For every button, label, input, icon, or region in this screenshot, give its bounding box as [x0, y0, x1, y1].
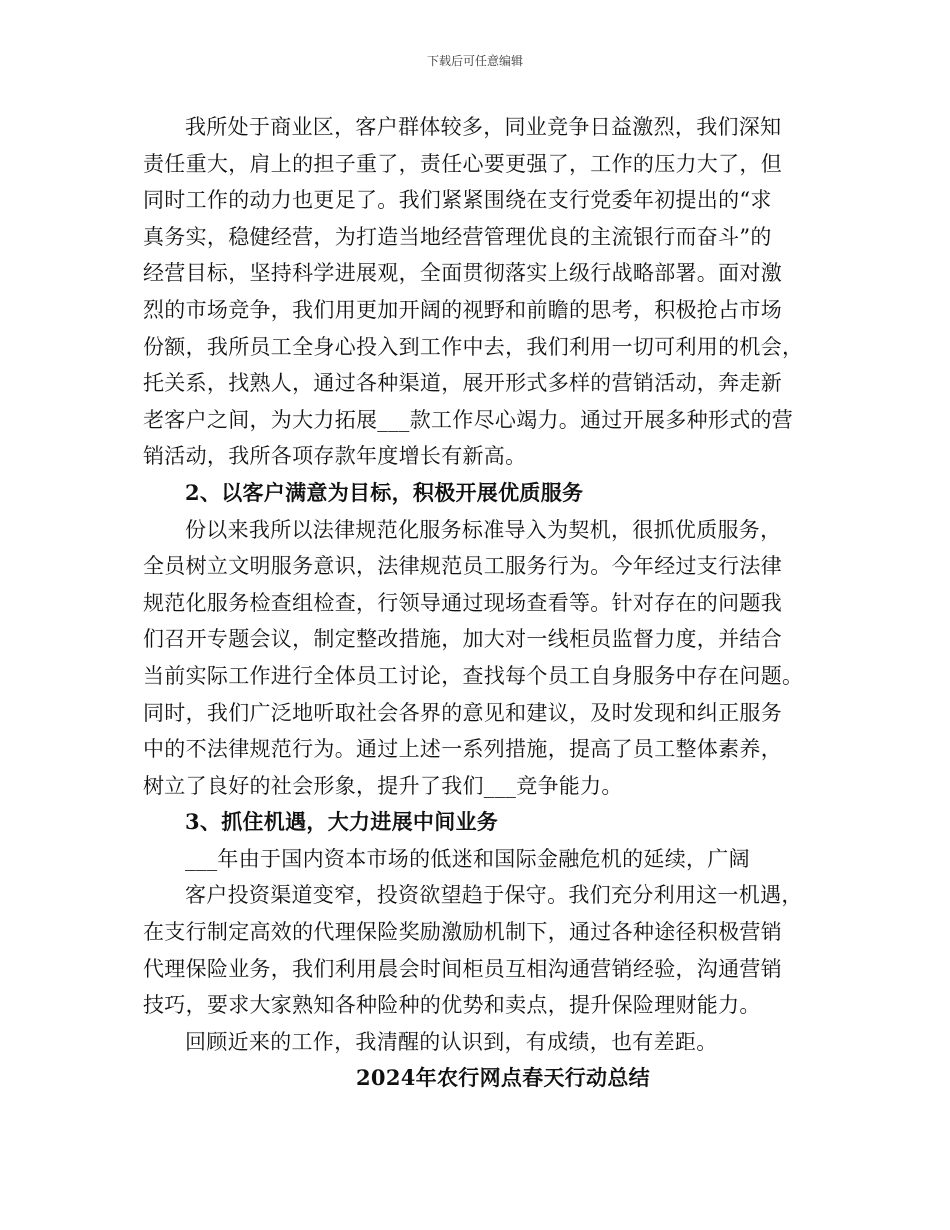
paragraph-line: 同时，我们广泛地听取社会各界的意见和建议，及时发现和纠正服务 [143, 700, 782, 725]
section-heading: 3、抓住机遇，大力进展中间业务 [185, 809, 499, 835]
paragraph-line: 技巧，要求大家熟知各种险种的优势和卖点，提升保险理财能力。 [143, 993, 761, 1018]
paragraph-line: 规范化服务检查组检查，行领导通过现场查看等。针对存在的问题我 [143, 590, 782, 615]
paragraph-line: 代理保险业务，我们利用晨会时间柜员互相沟通营销经验，沟通营销 [143, 956, 782, 981]
paragraph-line: 份以来我所以法律规范化服务标准导入为契机，很抓优质服务， [185, 517, 782, 542]
paragraph-line: 中的不法律规范行为。通过上述一系列措施，提高了员工整体素养， [143, 737, 782, 762]
paragraph-line: 责任重大，肩上的担子重了，责任心要更强了，工作的压力大了，但 [143, 151, 782, 176]
paragraph-line: 们召开专题会议，制定整改措施，加大对一线柜员监督力度，并结合 [143, 627, 782, 652]
paragraph-line: 同时工作的动力也更足了。我们紧紧围绕在支行党委年初提出的“求 [143, 188, 772, 213]
paragraph-line: 经营目标，坚持科学进展观，全面贯彻落实上级行战略部署。面对激 [143, 261, 782, 286]
section-heading: 2、以客户满意为目标，积极开展优质服务 [185, 479, 584, 505]
paragraph-line: 回顾近来的工作，我清醒的认识到，有成绩，也有差距。 [185, 1029, 718, 1054]
document-body [143, 109, 823, 1097]
paragraph-line: 树立了良好的社会形象，提升了我们___竞争能力。 [143, 773, 623, 798]
paragraph-line: 份额，我所员工全身心投入到工作中去，我们利用一切可利用的机会， [143, 334, 804, 359]
page-header: 下载后可任意编辑 [426, 54, 523, 68]
paragraph-line: ___年由于国内资本市场的低迷和国际金融危机的延续，广阔 [185, 846, 750, 871]
paragraph-line: 销活动，我所各项存款年度增长有新高。 [143, 444, 527, 469]
paragraph-line: 当前实际工作进行全体员工讨论，查找每个员工自身服务中存在问题。 [143, 663, 804, 688]
paragraph-line: 烈的市场竞争，我们用更加开阔的视野和前瞻的思考，积极抢占市场 [143, 297, 782, 322]
document-title: 2024年农行网点春天行动总结 [356, 1065, 650, 1091]
paragraph-line: 托关系，找熟人，通过各种渠道，展开形式多样的营销活动，奔走新 [143, 371, 782, 396]
paragraph-line: 在支行制定高效的代理保险奖励激励机制下，通过各种途径积极营销 [143, 920, 782, 945]
paragraph-line: 全员树立文明服务意识，法律规范员工服务行为。今年经过支行法律 [143, 554, 782, 579]
paragraph-line: 客户投资渠道变窄，投资欲望趋于保守。我们充分利用这一机遇， [185, 883, 803, 908]
paragraph-line: 真务实，稳健经营，为打造当地经营管理优良的主流银行而奋斗”的 [143, 224, 772, 249]
paragraph-line: 我所处于商业区，客户群体较多，同业竞争日益激烈，我们深知 [185, 115, 782, 139]
paragraph-line: 老客户之间，为大力拓展___款工作尽心竭力。通过开展多种形式的营 [143, 407, 794, 432]
